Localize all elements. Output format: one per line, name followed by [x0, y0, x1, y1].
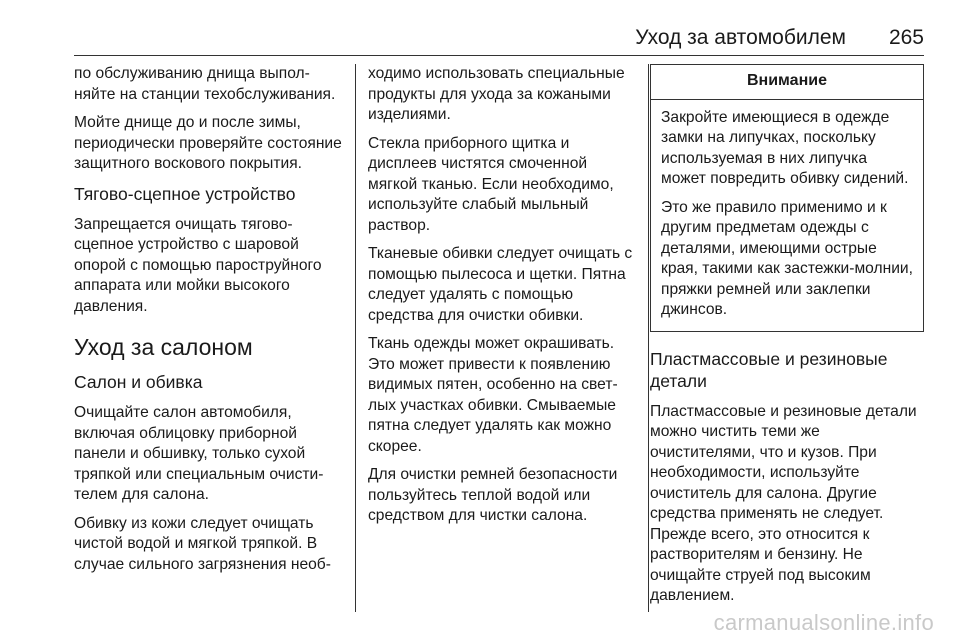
paragraph: Очищайте салон автомобиля, включая облицовку приборной панели и обшивку, только сухой тряпкой или специальным очистителем для салона. — [74, 404, 324, 503]
paragraph: Обивку из кожи следует очищать чистой водой и мягкой тряпкой. В случае сильного загрязнения необ- — [74, 514, 331, 573]
page-header — [74, 22, 924, 56]
paragraph: Стекла приборного щитка и дисплеев чистятся смоченной мягкой тканью. Если необходимо, используйте слабый мыльный раствор. — [368, 134, 614, 234]
section-heading-interior-care: Уход за салоном — [74, 334, 253, 360]
paragraph: Это же правило применимо и к другим предметам одежды с деталями, имеющими острые края, такими как застежки-молнии, пряжки ремней или заклепки джинсов. — [661, 198, 913, 318]
column-2 — [368, 64, 636, 535]
header-rule — [74, 55, 924, 56]
paragraph: Пластмассовые и резиновые детали можно чистить теми же очистителями, что и кузов. При необходимости, используйте очиститель для салона. Другие средства применять не следует. Прежде всего, это относится к растворителям и бензину. Не очищайте струей под высоким давлением. — [650, 402, 917, 604]
running-title: Уход за автомобилем — [635, 26, 846, 49]
caution-box — [650, 64, 924, 332]
column-divider — [648, 64, 649, 612]
heading-interior-upholstery: Салон и обивка — [74, 372, 203, 392]
paragraph: Для очистки ремней безопасности пользуйтесь теплой водой или средством для чистки салона. — [368, 466, 618, 524]
page-number: 265 — [888, 26, 924, 49]
heading-tow-hitch: Тягово-сцепное устройство — [74, 183, 296, 204]
column-divider — [355, 64, 356, 612]
paragraph: Закройте имеющиеся в одежде замки на липучках, поскольку используемая в них липучка может повредить обивку сидений. — [661, 108, 909, 187]
caution-title: Внимание — [651, 65, 923, 100]
paragraph: по обслуживанию днища выполняйте на станции техобслуживания. — [74, 65, 336, 103]
paragraph: ходимо использовать специальные продукты для ухода за кожаными изделиями. — [368, 65, 625, 123]
heading-plastic-rubber-parts: Пластмассовые и резиновые детали — [650, 348, 888, 391]
paragraph: Мойте днище до и после зимы, периодически проверяйте состояние защитного воскового покрытия. — [74, 114, 342, 172]
column-3 — [650, 64, 924, 615]
paragraph: Запрещается очищать тягово-сцепное устройство с шаровой опорой с помощью пароструйного аппарата или мойки высокого давления. — [74, 215, 322, 315]
paragraph: Ткань одежды может окрашивать. Это может привести к появлению видимых пятен, особенно на светлых участках обивки. Смываемые пятна следует удалять как можно скорее. — [368, 335, 618, 455]
paragraph: Тканевые обивки следует очищать с помощью пылесоса и щетки. Пятна следует удалять с помощью средства для очистки обивки. — [368, 245, 633, 324]
watermark: carmanualsonline.info — [713, 610, 934, 635]
caution-body — [651, 100, 923, 331]
column-1 — [74, 64, 346, 583]
